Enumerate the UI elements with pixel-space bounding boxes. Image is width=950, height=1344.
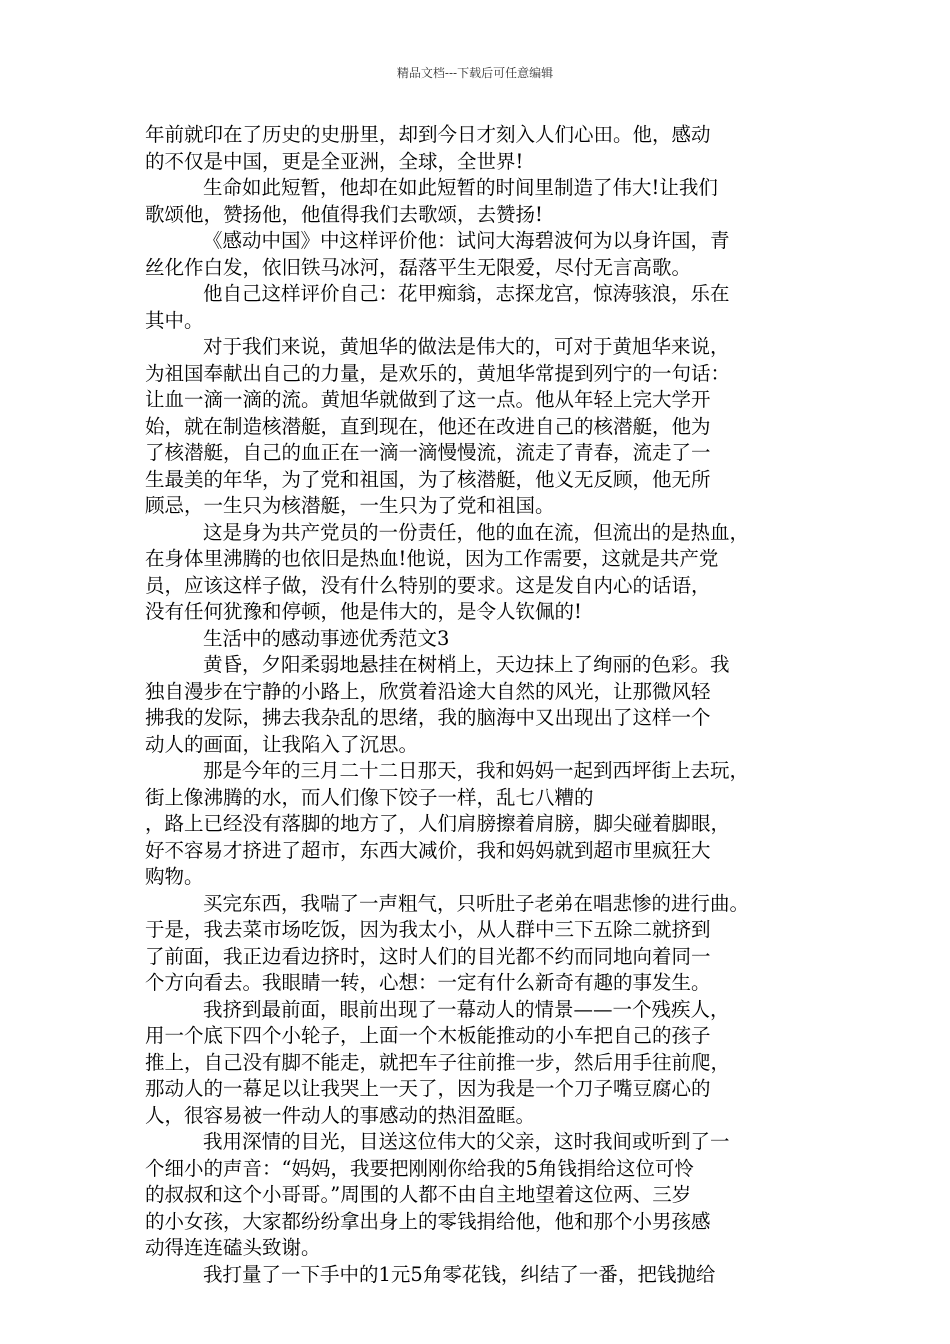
text-line: 他自己这样评价自己：花甲痴翁，志探龙宫，惊涛骇浪，乐在 xyxy=(203,282,730,305)
text-line: 年前就印在了历史的史册里，却到今日才刻入人们心田。他，感动 xyxy=(145,123,711,146)
text-line: 其中。 xyxy=(145,308,204,332)
text-line: 我打量了一下手中的1元5角零花钱，纠结了一番，把钱抛给 xyxy=(203,1262,716,1286)
text-line: 动得连连磕头致谢。 xyxy=(145,1236,321,1259)
text-line: 为祖国奉献出自己的力量，是欢乐的，黄旭华常提到列宁的一句话： xyxy=(145,361,731,385)
text-line: 的叔叔和这个小哥哥。”周围的人都不由自主地望着这位两、三岁 xyxy=(145,1183,692,1206)
text-line: 我挤到最前面，眼前出现了一幕动人的情景——一个残疾人， xyxy=(203,997,730,1021)
text-line: 动人的画面，让我陷入了沉思。 xyxy=(145,732,419,756)
text-line: 独自漫步在宁静的小路上，欣赏着沿途大自然的风光，让那微风轻 xyxy=(145,679,711,703)
text-line: 没有任何犹豫和停顿，他是伟大的，是令人钦佩的! xyxy=(145,600,582,623)
text-line: 顾忌，一生只为核潜艇，一生只为了党和祖国。 xyxy=(145,494,555,517)
text-line: 《感动中国》中这样评价他：试问大海碧波何为以身许国，青 xyxy=(203,229,730,252)
text-line: 丝化作白发，依旧铁马冰河，磊落平生无限爱，尽付无言高歌。 xyxy=(145,255,692,279)
text-line: 购物。 xyxy=(145,865,204,888)
section-heading: 生活中的感动事迹优秀范文3 xyxy=(203,626,450,650)
text-line: 于是，我去菜市场吃饭，因为我太小，从人群中三下五除二就挤到 xyxy=(145,918,711,941)
text-line: 的不仅是中国，更是全亚洲，全球，全世界! xyxy=(145,149,524,173)
text-line: 在身体里沸腾的也依旧是热血!他说，因为工作需要，这就是共产党 xyxy=(145,547,719,570)
text-line: 买完东西，我喘了一声粗气，只听肚子老弟在唱悲惨的进行曲。 xyxy=(203,891,750,915)
text-line: 好不容易才挤进了超市，东西大减价，我和妈妈就到超市里疯狂大 xyxy=(145,838,711,862)
text-line: 对于我们来说，黄旭华的做法是伟大的，可对于黄旭华来说， xyxy=(203,335,730,358)
text-line: 那是今年的三月二十二日那天，我和妈妈一起到西坪街上去玩， xyxy=(203,759,750,782)
page-header: 精品文档---下载后可任意编辑 xyxy=(396,66,554,80)
text-line: 拂我的发际，拂去我杂乱的思绪，我的脑海中又出现出了这样一个 xyxy=(145,706,711,729)
text-line: 街上像沸腾的水，而人们像下饺子一样，乱七八糟的 xyxy=(145,785,594,809)
text-line: ，路上已经没有落脚的地方了，人们肩膀擦着肩膀，脚尖碰着脚眼， xyxy=(145,812,731,835)
text-line: 让血一滴一滴的流。黄旭华就做到了这一点。他从年轻上完大学开 xyxy=(145,388,711,411)
text-line: 了核潜艇，自己的血正在一滴一滴慢慢流，流走了青春，流走了一 xyxy=(145,441,711,464)
text-line: 推上，自己没有脚不能走，就把车子往前推一步，然后用手往前爬， xyxy=(145,1050,731,1074)
text-line: 始，就在制造核潜艇，直到现在，他还在改进自己的核潜艇，他为 xyxy=(145,414,711,438)
text-line: 我用深情的目光，目送这位伟大的父亲，这时我间或听到了一 xyxy=(203,1130,730,1153)
text-line: 员，应该这样子做，没有什么特别的要求。这是发自内心的话语， xyxy=(145,573,711,597)
text-line: 个方向看去。我眼睛一转，心想：一定有什么新奇有趣的事发生。 xyxy=(145,971,711,994)
text-line: 歌颂他，赞扬他，他值得我们去歌颂，去赞扬! xyxy=(145,202,543,226)
document-body xyxy=(145,122,815,1288)
text-line: 用一个底下四个小轮子，上面一个木板能推动的小车把自己的孩子 xyxy=(145,1024,711,1047)
text-line: 个细小的声音：“妈妈，我要把刚刚你给我的5角钱捐给这位可怜 xyxy=(145,1156,694,1180)
text-line: 这是身为共产党员的一份责任，他的血在流，但流出的是热血， xyxy=(203,520,750,544)
text-line: 了前面，我正边看边挤时，这时人们的目光都不约而同地向着同一 xyxy=(145,944,711,968)
text-line: 的小女孩，大家都纷纷拿出身上的零钱捐给他，他和那个小男孩感 xyxy=(145,1209,711,1233)
text-line: 那动人的一幕足以让我哭上一天了，因为我是一个刀子嘴豆腐心的 xyxy=(145,1077,711,1100)
text-line: 黄昏，夕阳柔弱地悬挂在树梢上，天边抹上了绚丽的色彩。我 xyxy=(203,653,730,676)
text-line: 生命如此短暂，他却在如此短暂的时间里制造了伟大!让我们 xyxy=(203,176,718,199)
text-line: 生最美的年华，为了党和祖国，为了核潜艇，他义无反顾，他无所 xyxy=(145,467,711,491)
text-line: 人，很容易被一件动人的事感动的热泪盈眶。 xyxy=(145,1103,536,1127)
